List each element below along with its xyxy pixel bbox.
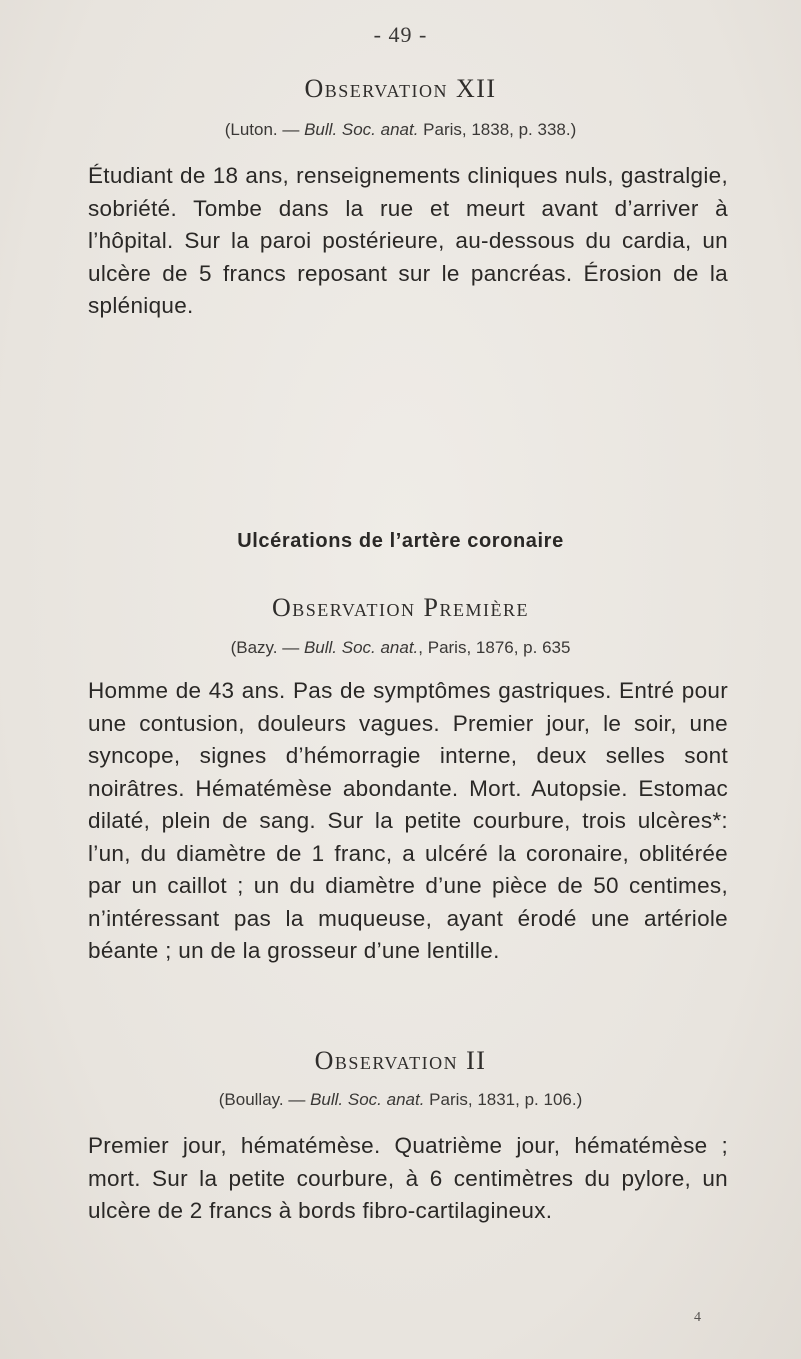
observation-2-title: Observation II <box>314 1046 487 1075</box>
citation-journal: Bull. Soc. anat. <box>310 1090 425 1109</box>
observation-12-title: Observation XII <box>304 74 497 103</box>
observation-12-citation <box>0 120 801 140</box>
observation-12-body: Étudiant de 18 ans, renseignements cliniques nuls, gastralgie, sobriété. Tombe dans la rue et meurt avant d’arriver à l’hôpital. Sur la paroi postérieure, au-dessous du cardia, un ulcère de 5 francs reposant sur le pancréas. Érosion de la splénique. <box>88 163 728 318</box>
observation-1-title: Observation Première <box>272 593 529 622</box>
observation-2-body: Premier jour, hématémèse. Quatrième jour, hématémèse ; mort. Sur la petite courbure, à 6 centimètres du pylore, un ulcère de 2 francs à bords fibro-cartilagineux. <box>88 1133 728 1223</box>
citation-journal: Bull. Soc. anat. <box>304 120 419 139</box>
citation-prefix: (Luton. — <box>224 120 305 139</box>
observation-2-citation <box>0 1090 801 1110</box>
citation-journal: Bull. Soc. anat. <box>303 638 419 657</box>
citation-suffix: Paris, 1831, p. 106.) <box>424 1090 583 1109</box>
section-heading: Ulcérations de l’artère coronaire <box>237 530 564 552</box>
citation-suffix: Paris, 1838, p. 338.) <box>418 120 577 139</box>
observation-1-body: Homme de 43 ans. Pas de symptômes gastriques. Entré pour une contusion, douleurs vagues. Premier jour, le soir, une syncope, signes d’hémorragie interne, deux selles sont noirâtres. Hématémèse abondante. Mort. Autopsie. Estomac dilaté, plein de sang. Sur la petite courbure, trois ulcères*: l’un, du diamètre de 1 franc, a ulcéré la coronaire, oblitérée par un caillot ; un du diamètre d’une pièce de 50 centimes, n’intéressant pas la muqueuse, ayant érodé une artériole béante ; un de la grosseur d’une lentille. <box>88 678 728 963</box>
citation-suffix: , Paris, 1876, p. 635 <box>418 638 571 657</box>
citation-prefix: (Bazy. — <box>230 638 304 657</box>
observation-1-citation <box>0 638 801 658</box>
signature-mark: 4 <box>694 1310 701 1325</box>
page-number: - 49 - <box>373 22 428 47</box>
citation-prefix: (Boullay. — <box>218 1090 311 1109</box>
